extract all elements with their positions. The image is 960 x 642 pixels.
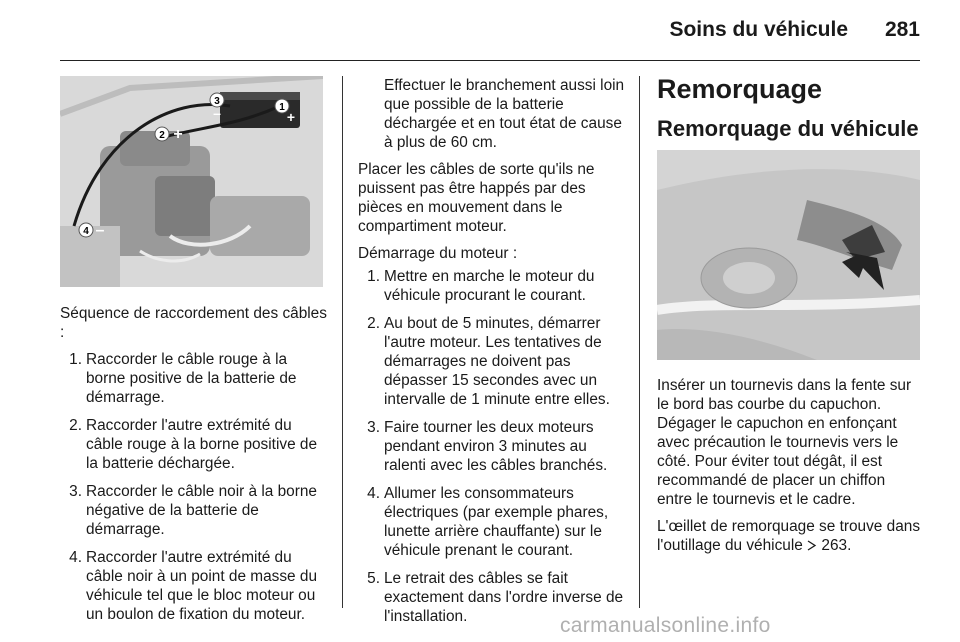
tow-eye-location-paragraph xyxy=(657,517,922,555)
step-text: Raccorder le câble rouge à la borne positive de la batterie de démarrage. xyxy=(86,351,297,406)
svg-text:4: 4 xyxy=(83,226,89,237)
svg-text:+: + xyxy=(286,109,296,125)
svg-text:+: + xyxy=(173,126,183,143)
cable-placement-paragraph: Placer les câbles de sorte qu'ils ne puissent pas être happés par des pièces en mouvement dans le compartiment moteur. xyxy=(358,161,595,235)
engine-intake xyxy=(155,176,215,236)
subsection-heading: Remorquage du véhicule xyxy=(657,116,919,141)
step-number: 4. xyxy=(69,549,82,566)
step-number: 5. xyxy=(367,570,380,587)
svg-text:–: – xyxy=(95,222,105,239)
watermark: carmanualsonline.info xyxy=(560,614,771,637)
svg-text:1: 1 xyxy=(279,102,285,113)
right-column xyxy=(657,74,921,142)
section-heading: Remorquage xyxy=(657,74,823,104)
step-number: 2. xyxy=(69,417,82,434)
svg-text:3: 3 xyxy=(214,96,220,107)
start-step xyxy=(358,418,626,475)
step-text: Faire tourner les deux moteurs pendant environ 3 minutes au ralenti avec les câbles branchés. xyxy=(384,419,608,474)
page-reference-icon xyxy=(807,537,821,554)
section-title: Soins du véhicule xyxy=(669,18,848,41)
tow-eye-text: L'œillet de remorquage se trouve dans l'outillage du véhicule xyxy=(657,518,921,554)
svg-text:2: 2 xyxy=(159,130,165,141)
connection-step xyxy=(60,548,330,624)
engine-bay-drawing xyxy=(60,76,323,287)
step-text: Le retrait des câbles se fait exactement dans l'ordre inverse de l'installation. xyxy=(384,570,624,625)
towing-illustration xyxy=(657,150,920,360)
step-text: Allumer les consommateurs électriques (par exemple phares, lunette arrière chauffante) sur le véhicule prenant le courant. xyxy=(384,485,609,559)
cap-removal-paragraph: Insérer un tournevis dans la fente sur le bord bas courbe du capuchon. Dégager le capuchon en enfonçant avec précaution le tournevis vers le côté. Pour éviter tout dégât, il est recommandé de placer un chiffon entre le tournevis et le cadre. xyxy=(657,377,912,508)
left-column xyxy=(60,304,330,633)
connection-steps xyxy=(60,350,330,624)
fog-light-lens xyxy=(723,262,775,294)
step-text: Au bout de 5 minutes, démarrer l'autre moteur. Les tentatives de démarrages ne doivent pas dépasser 15 secondes avec un intervalle de 1 minute entre elles. xyxy=(384,315,610,408)
page-reference[interactable]: 263. xyxy=(821,537,852,554)
page-number: 281 xyxy=(884,18,920,41)
column-divider-right xyxy=(639,76,640,608)
header-rule xyxy=(60,60,920,61)
radiator-area xyxy=(210,196,310,256)
connection-step xyxy=(60,350,330,407)
step-text: Mettre en marche le moteur du véhicule procurant le courant. xyxy=(384,268,595,304)
step-text: Raccorder l'autre extrémité du câble rouge à la borne positive de la batterie déchargée. xyxy=(86,417,318,472)
engine-start-label: Démarrage du moteur : xyxy=(358,245,518,262)
bumper-drawing xyxy=(657,150,920,360)
connection-step xyxy=(60,482,330,539)
svg-text:–: – xyxy=(213,105,221,121)
step-number: 3. xyxy=(69,483,82,500)
start-step xyxy=(358,267,626,305)
start-step xyxy=(358,484,626,560)
page-header xyxy=(60,18,920,62)
connection-step xyxy=(60,416,330,473)
step-number: 2. xyxy=(367,315,380,332)
step-text: Raccorder l'autre extrémité du câble noir à un point de masse du véhicule tel que le bloc moteur ou un boulon de fixation du moteur. xyxy=(86,549,318,623)
engine-start-steps xyxy=(358,267,626,626)
step-text: Raccorder le câble noir à la borne négative de la batterie de démarrage. xyxy=(86,483,317,538)
column-divider-left xyxy=(342,76,343,608)
step-number: 1. xyxy=(367,268,380,285)
step-number: 1. xyxy=(69,351,82,368)
connection-caption: Séquence de raccordement des câbles : xyxy=(60,305,327,341)
step-number: 4. xyxy=(367,485,380,502)
continued-step-text: Effectuer le branchement aussi loin que possible de la batterie déchargée et en tout état de cause à plus de 60 cm. xyxy=(384,77,625,151)
step-number: 3. xyxy=(367,419,380,436)
start-step xyxy=(358,314,626,409)
right-column-body xyxy=(657,376,922,563)
battery-illustration xyxy=(60,76,323,287)
middle-column xyxy=(358,76,626,635)
donor-battery-top xyxy=(220,92,300,100)
